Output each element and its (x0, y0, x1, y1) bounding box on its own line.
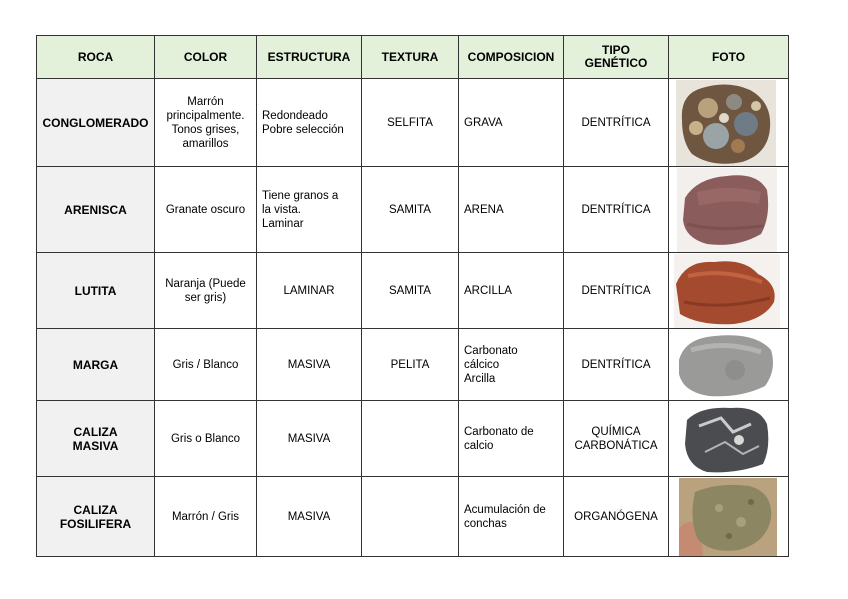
rock-genetic-type: QUÍMICA CARBONÁTICA (564, 401, 669, 477)
rock-texture: SAMITA (362, 253, 459, 329)
rock-structure: Redondeado Pobre selección (257, 79, 362, 167)
table-row (37, 329, 789, 401)
rock-color: Granate oscuro (155, 167, 257, 253)
rock-structure: MASIVA (257, 401, 362, 477)
rock-genetic-type: DENTRÍTICA (564, 167, 669, 253)
rock-photo-cell (669, 477, 789, 557)
rock-name: LUTITA (37, 253, 155, 329)
rock-photo-cell (669, 79, 789, 167)
rock-texture (362, 477, 459, 557)
rock-genetic-type: DENTRÍTICA (564, 253, 669, 329)
conglomerate-photo (676, 80, 776, 166)
header-estructura: ESTRUCTURA (257, 36, 362, 79)
rock-color: Naranja (Puede ser gris) (155, 253, 257, 329)
rock-structure: LAMINAR (257, 253, 362, 329)
rock-name: ARENISCA (37, 167, 155, 253)
rock-genetic-type: DENTRÍTICA (564, 79, 669, 167)
rock-photo-cell (669, 401, 789, 477)
rock-name: CALIZA FOSILIFERA (37, 477, 155, 557)
rock-texture: PELITA (362, 329, 459, 401)
rock-composition: Acumulación de conchas (459, 477, 564, 557)
rock-color: Marrón / Gris (155, 477, 257, 557)
shale-photo (674, 254, 780, 328)
rock-texture: SAMITA (362, 167, 459, 253)
table-row (37, 477, 789, 557)
table-row (37, 167, 789, 253)
marl-photo (675, 330, 779, 400)
header-textura: TEXTURA (362, 36, 459, 79)
rock-photo-cell (669, 329, 789, 401)
header-composicion: COMPOSICION (459, 36, 564, 79)
rock-texture: SELFITA (362, 79, 459, 167)
rock-name: MARGA (37, 329, 155, 401)
rock-genetic-type: DENTRÍTICA (564, 329, 669, 401)
fossiliferous-limestone-photo (679, 478, 777, 556)
header-roca: ROCA (37, 36, 155, 79)
header-foto: FOTO (669, 36, 789, 79)
rock-photo-cell (669, 253, 789, 329)
massive-limestone-photo (681, 402, 773, 476)
header-color: COLOR (155, 36, 257, 79)
rock-composition: ARCILLA (459, 253, 564, 329)
rock-composition: Carbonato cálcico Arcilla (459, 329, 564, 401)
rock-name: CONGLOMERADO (37, 79, 155, 167)
table-row (37, 253, 789, 329)
rock-composition: ARENA (459, 167, 564, 253)
rock-genetic-type: ORGANÓGENA (564, 477, 669, 557)
rock-composition: Carbonato de calcio (459, 401, 564, 477)
rock-classification-table (36, 35, 789, 557)
rock-composition: GRAVA (459, 79, 564, 167)
sandstone-photo (677, 168, 777, 252)
rock-name: CALIZA MASIVA (37, 401, 155, 477)
rock-color: Gris o Blanco (155, 401, 257, 477)
rock-structure: Tiene granos a la vista. Laminar (257, 167, 362, 253)
rock-color: Gris / Blanco (155, 329, 257, 401)
table-row (37, 79, 789, 167)
rock-color: Marrón principalmente. Tonos grises, amarillos (155, 79, 257, 167)
table-row (37, 401, 789, 477)
header-tipo-genetico: TIPO GENÉTICO (564, 36, 669, 79)
rock-structure: MASIVA (257, 329, 362, 401)
rock-photo-cell (669, 167, 789, 253)
rock-texture (362, 401, 459, 477)
header-row (37, 36, 789, 79)
rock-structure: MASIVA (257, 477, 362, 557)
